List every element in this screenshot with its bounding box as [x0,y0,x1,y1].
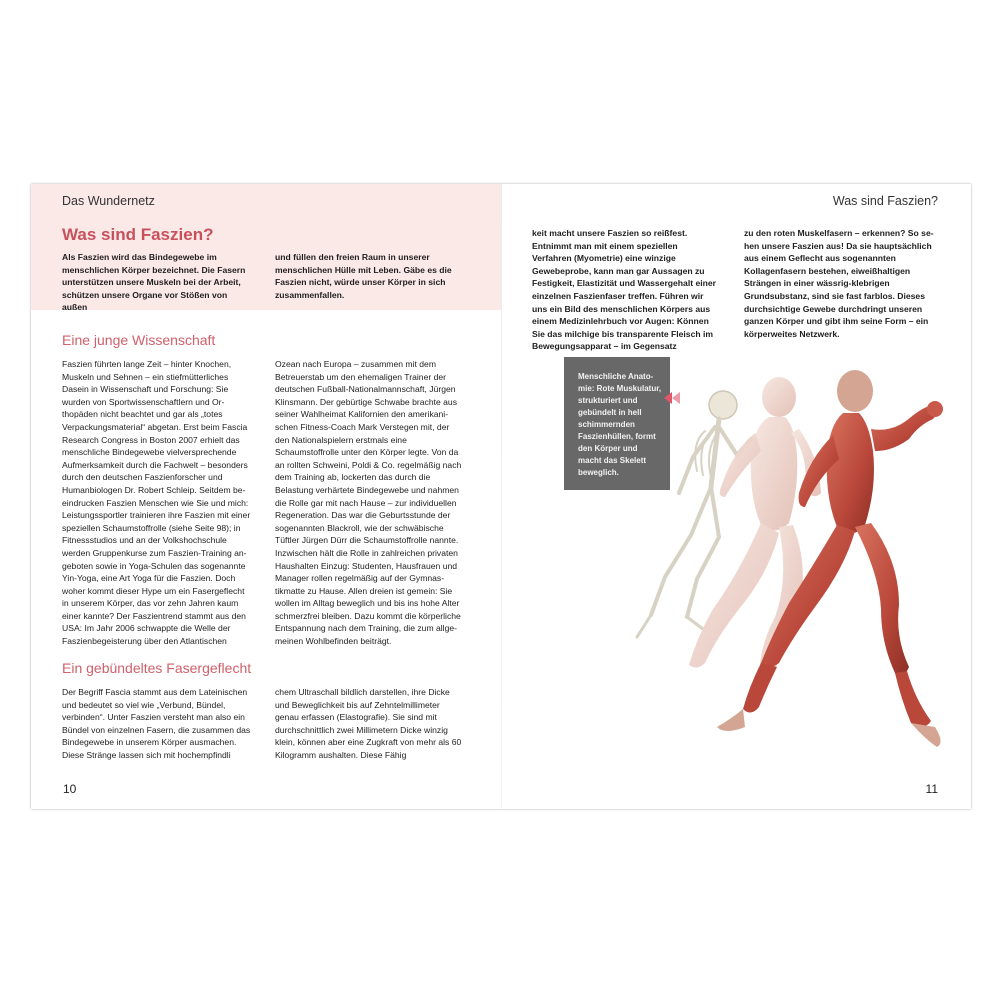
intro-column-1: Als Faszien wird das Bindegewebe im menschlichen Körper bezeichnet. Die Fasern unterstützen unsere Muskeln bei der Arbeit, schützen unsere Organe vor Stößen von außen [62,252,246,313]
page-number-left: 10 [63,782,77,796]
right-column-2: zu den roten Muskelfasern – erkennen? So sehen unsere Faszien aus! Da sie hauptsächlich aus einem Geflecht aus sogenannten Kollagenfasern bestehen, eiweißhaltigen Strängen in einer wässrig-klebrigen Grundsubstanz, sind sie fast farblos. Dieses durchsichtige Gewebe durchdringt unseren ganzen Körper und gibt ihm seine Form – ein körperweites Netzwerk. [744,228,934,339]
right-page [501,184,971,809]
section-1-column-2: Ozean nach Europa – zusammen mit dem Betreuerstab um den ehemaligen Trainer der deutschen Fußball-Nationalmannschaft, Jürgen Klinsmann. Der gebürtige Schwabe brachte aus seiner Wahlheimat Kalifornien den amerikanischen Fitness-Coach Mark Verstegen mit, der den Nationalspielern erstmals eine Schaumstoffrolle unter den Körper legte. Von da an rollten Schweini, Poldi & Co. regelmäßig nach dem Training ab, lockerten das durch die Belastung verhärtete Bindegewebe und nahmen die Rolle gar mit nach Hause – zur individuellen Regeneration. Das war die Geburtsstunde der sogenannten Blackroll, wie der schwäbische Tüftler Jürgen Dürr die Schaumstoffrolle nannte. Inzwischen hält die Rolle in zahlreichen privaten Haushalten Einzug: Studenten, Hausfrauen und Manager rollen regelmäßig auf der Gymnastikmatte zu Hause. Allen dreien ist gemein: Sie wollen im Alltag beweglich und bis ins hohe Alter schmerzfrei bleiben. Dazu kommt die körperliche Entspannung nach dem Training, die zum allgemeinen Wohlbefinden beiträgt. [275,359,462,647]
section-heading-1: Eine junge Wissenschaft [62,332,216,348]
section-2-column-2: chem Ultraschall bildlich darstellen, ihre Dicke und Beweglichkeit bis auf Zehntelmillimeter genau erfassen (Elastografie). Sie sind mit durchschnittlich zwei Millimetern Dicke winzig klein, können aber eine Zugkraft von mehr als 60 Kilogramm aushalten. Diese Fähig [275,687,462,760]
intro-column-2: und füllen den freien Raum in unserer menschlichen Hülle mit Leben. Gäbe es die Faszien nicht, würde unser Körper in sich zusammenfallen. [275,252,452,300]
caption-pointer-icon [664,392,680,404]
fascia-figure [689,377,821,674]
section-2-column-1: Der Begriff Fascia stammt aus dem Lateinischen und bedeutet so viel wie „Verbund, Bündel, verbinden“. Unter Faszien versteht man also ein Bündel von einzelnen Fasern, die zusammen das Bindegewebe in unserem Körper ausmachen. Diese Stränge lassen sich mit hochempfindli [62,687,251,760]
section-1-column-1: Faszien führten lange Zeit – hinter Knochen, Muskeln und Sehnen – ein stiefmütterliches Dasein in Wissenschaft und Forschung: Sie wurden von Sportwissenschaftlern und Orthopäden nicht beachtet und gar als „totes Verpackungsmaterial“ abgetan. Erst beim Fascia Research Congress in Boston 2007 erhielt das menschliche Bindegewebe vielversprechende Aufmerksamkeit durch die Fachwelt – besonders durch den deutschen Faszienforscher und Humanbiologen Dr. Robert Schleip. Seitdem beeindrucken Faszien Menschen wie Sie und mich: Leistungssportler trainieren ihre Faszien mit einer speziellen Schaumstoffrolle (siehe Seite 98); in Fitnessstudios und an der Volkshochschule werden Gruppenkurse zum Faszien-Training angeboten sowie in Yoga-Schulen das sogenannte Yin-Yoga, eine Art Yoga für die Faszien. Doch woher kommt dieser Hype um ein Fasergeflecht in unserem Körper, das vor zehn Jahren kaum einer kannte? Der Faszientrend stammt aus den USA: Im Jahr 2006 schwappte die Welle der Faszienbegeisterung über den Atlantischen [62,359,251,647]
section-heading-2: Ein gebündeltes Fasergeflecht [62,660,252,676]
caption-box [564,357,670,490]
left-page [31,184,501,809]
page-title: Was sind Faszien? [62,225,214,244]
running-head-right: Was sind Faszien? [832,194,938,208]
right-column-1: keit macht unsere Faszien so reißfest. Entnimmt man mit einem speziellen Verfahren (Myometrie) eine winzige Gewebeprobe, kann man gar Aussagen zu Festigkeit, Elastizität und Wassergehalt einer einzelnen Faszienfaser treffen. Führen wir uns ein Bild des menschlichen Körpers aus einem Medizinlehrbuch vor Augen: Können Sie das milchige bis transparente Fleisch im Bewegungsapparat – im Gegensatz [532,228,717,352]
running-head-left: Das Wundernetz [62,194,155,208]
page-number-right: 11 [925,782,938,796]
figure-caption: Menschliche Anatomie: Rote Muskulatur, strukturiert und gebündelt in hell schimmernden Faszienhüllen, formt den Körper und macht das Skelett beweglich. [578,372,662,477]
book-spread [31,184,971,809]
